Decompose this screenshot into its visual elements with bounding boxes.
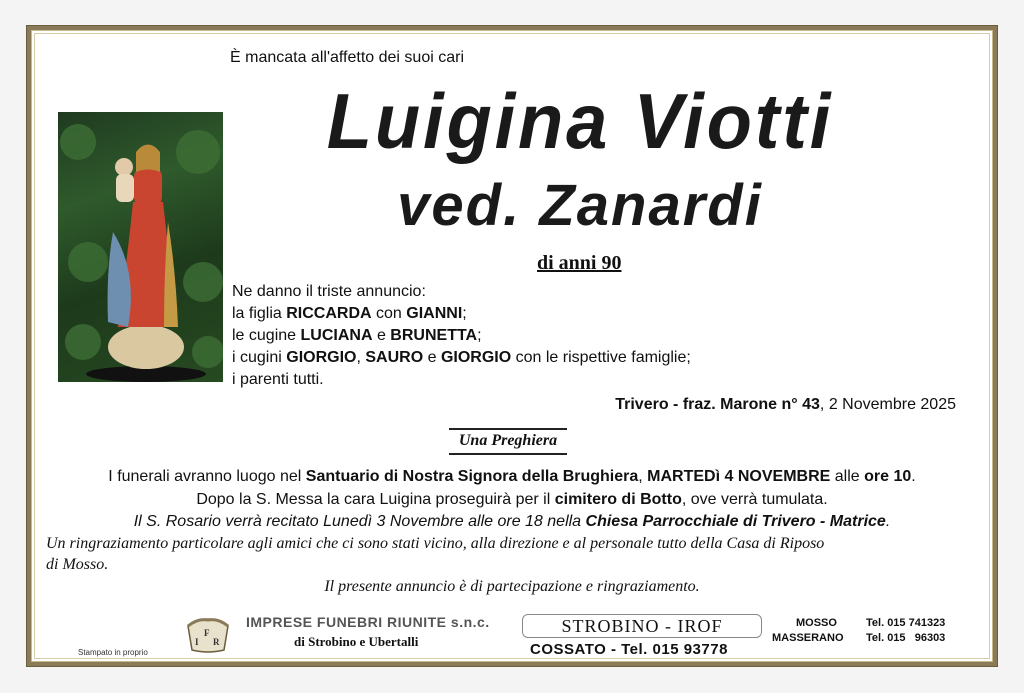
announcement-line [232, 369, 324, 391]
bold-text: GIORGIO [440, 349, 512, 366]
brand-badge: STROBINO - IROF [522, 614, 762, 638]
thanks-line: Un ringraziamento particolare agli amici che ci sono stati vicino, alla direzione e al personale tutto della Casa di Riposo [46, 535, 825, 552]
age-label: di anni 90 [537, 252, 622, 274]
bold-text: GIORGIO [286, 349, 357, 366]
text: ; [477, 327, 482, 344]
company-name: IMPRESE FUNEBRI RIUNITE s.n.c. [246, 614, 490, 630]
text: Ne danno il triste annuncio: [232, 283, 426, 300]
text: e [372, 327, 391, 344]
text: alle [830, 468, 865, 485]
text: i parenti tutti. [232, 371, 324, 388]
text: e [423, 349, 441, 366]
announcement-line [232, 347, 691, 369]
logo-letter-f: F [204, 628, 210, 638]
text: , [356, 349, 366, 366]
printed-note: Stampato in proprio [78, 648, 148, 657]
irf-logo-icon [184, 612, 232, 654]
bold-text: MARTEDì 4 NOVEMBRE [647, 468, 831, 485]
text: I funerali avranno luogo nel [108, 468, 306, 485]
cossato-phone: COSSATO - Tel. 015 93778 [530, 641, 728, 658]
bold-text: LUCIANA [300, 327, 373, 344]
funeral-line [0, 513, 1024, 531]
place-date: Trivero - fraz. Marone n° 43, 2 Novembre 2025 [615, 396, 956, 413]
mosso-phone: Tel. 015 741323 [866, 617, 946, 629]
madonna-statue-photo [58, 112, 223, 382]
text: Dopo la S. Messa la cara Luigina proseguirà per il [196, 491, 555, 508]
funeral-line [0, 468, 1024, 486]
masserano-city: MASSERANO [772, 632, 844, 644]
announcement-line [232, 281, 426, 303]
deceased-name: Luigina Viotti [326, 77, 834, 165]
intro-text: È mancata all'affetto dei suoi cari [230, 49, 464, 66]
married-name: ved. Zanardi [397, 173, 763, 238]
bold-text: BRUNETTA [390, 327, 478, 344]
text: la figlia [232, 305, 287, 322]
text: Il S. Rosario verrà recitato Lunedì 3 Novembre alle ore 18 nella [133, 513, 586, 530]
funeral-line [0, 491, 1024, 509]
text: con [371, 305, 407, 322]
logo-letter-i: I [195, 637, 199, 647]
bold-text: RICCARDA [286, 305, 372, 322]
company-subtitle: di Strobino e Ubertalli [294, 634, 419, 649]
logo-letter-r: R [213, 637, 220, 647]
thanks-line-end: di Mosso. [46, 556, 109, 573]
announcement-line [232, 325, 482, 347]
text: . [885, 513, 891, 530]
bold-text: GIANNI [406, 305, 463, 322]
bold-text: cimitero di Botto [554, 491, 682, 508]
bold-text: Chiesa Parrocchiale di Trivero - Matrice [585, 513, 886, 530]
text: le cugine [232, 327, 301, 344]
prayer-label: Una Preghiera [449, 428, 567, 455]
bold-text: ore 10 [864, 468, 912, 485]
text: , [638, 468, 648, 485]
text: , ove verrà tumulata. [681, 491, 828, 508]
text: i cugini [232, 349, 287, 366]
text: . [911, 468, 916, 485]
notice-text: Il presente annuncio è di partecipazione e ringraziamento. [324, 578, 700, 595]
text: ; [462, 305, 467, 322]
text: con le rispettive famiglie; [511, 349, 691, 366]
announcement-line [232, 303, 467, 325]
bold-text: Santuario di Nostra Signora della Brughiera [305, 468, 639, 485]
masserano-phone: Tel. 015 96303 [866, 632, 946, 644]
bold-text: SAURO [365, 349, 424, 366]
mosso-city: MOSSO [796, 617, 837, 629]
